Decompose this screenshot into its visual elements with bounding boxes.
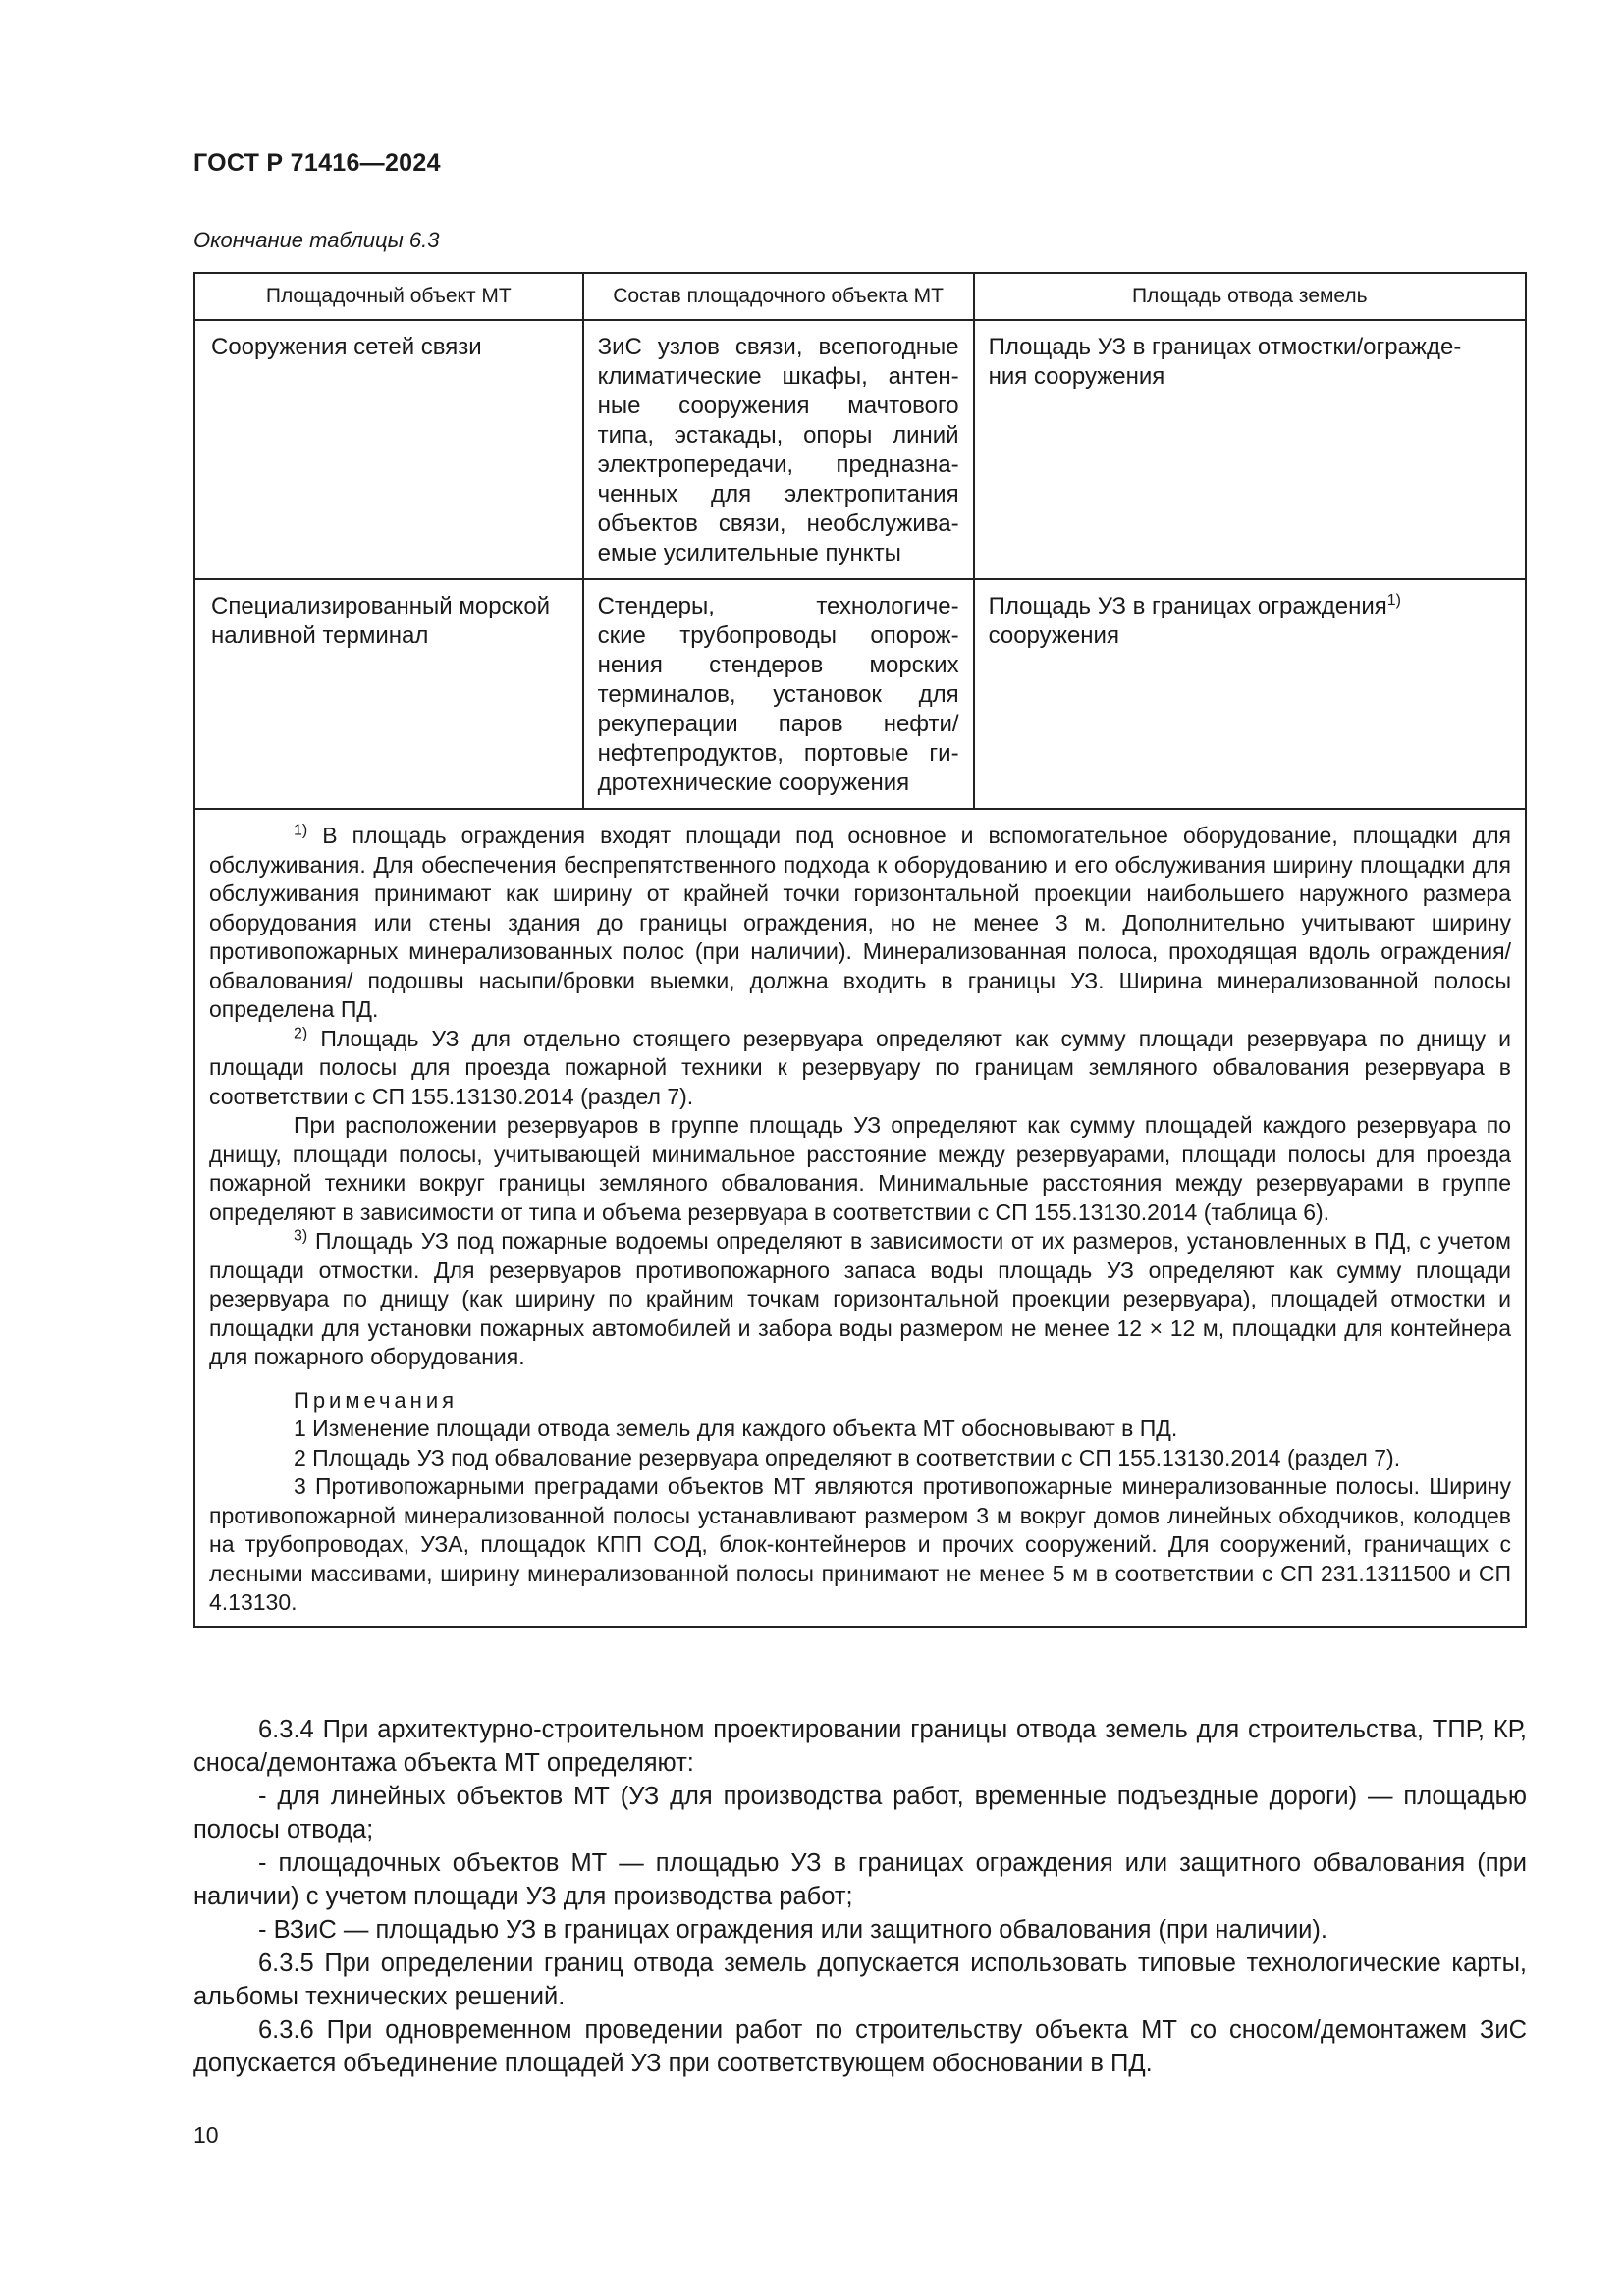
- paragraph: 6.3.5 При определении границ отвода земель допускается использовать типовые технологические карты, альбомы технических решений.: [193, 1949, 1527, 2010]
- col-header-composition: Состав площадочного объекта МТ: [583, 273, 974, 320]
- document-code: ГОСТ Р 71416—2024: [193, 149, 441, 177]
- footnote: $^{2)}$ Площадь УЗ для отдельно стоящего резервуара определяют как сумму площади резервуара по днищу и площади полосы для проезда пожарной техники к резервуару по границам земляного обвалования резервуара в соответствии с СП 155.13130.2014 (раздел 7).: [209, 1024, 1511, 1109]
- cell-composition: Стендеры, технологиче- ские трубопроводы опорож- нения стендеров морских терминалов, установок для рекуперации паров нефти/ нефтепродуктов, портовые ги- дротехнические сооружения: [597, 593, 959, 796]
- note: 1 Изменение площади отвода земель для каждого объекта МТ обосновывают в ПД.: [294, 1415, 1178, 1441]
- cell-object: Специализированный морской наливной терминал: [211, 593, 551, 649]
- table-footnotes-row: [194, 809, 1526, 1627]
- list-item: - площадочных объектов МТ — площадью УЗ в границах ограждения или защитного обвалования (при наличии) с учетом площади УЗ для производства работ;: [193, 1849, 1527, 1910]
- list-item: - для линейных объектов МТ (УЗ для производства работ, временные подъездные дороги) — площадью полосы отвода;: [193, 1783, 1527, 1843]
- cell-area: Площадь УЗ в границах отмостки/огражде- ния сооружения: [988, 334, 1462, 390]
- cell-area: Площадь УЗ в границах ограждения$^{1)}$ сооружения: [988, 592, 1401, 649]
- cell-object: Сооружения сетей связи: [211, 334, 482, 360]
- note: 2 Площадь УЗ под обвалование резервуара определяют в соответствии с СП 155.13130.2014 (раздел 7).: [294, 1444, 1401, 1470]
- footnote: При расположении резервуаров в группе площадь УЗ определяют как сумму площадей каждого резервуара по днищу, площади полосы, учитывающей минимальное расстояние между резервуарами, площади полосы для проезда пожарной техники вокруг границы земляного обвалования. Минимальные расстояния между резервуарами в группе определяют в зависимости от типа и объема резервуара в соответствии с СП 155.13130.2014 (таблица 6).: [209, 1112, 1511, 1225]
- page-number: 10: [193, 2122, 219, 2148]
- body-text: [193, 1713, 1527, 2080]
- table-row: [194, 320, 1526, 579]
- land-allocation-table: [193, 272, 1527, 1628]
- footnote-ref: 1): [1386, 592, 1401, 609]
- col-header-object: Площадочный объект МТ: [194, 273, 583, 320]
- notes-title: Примечания: [294, 1387, 459, 1413]
- footnote: $^{3)}$ Площадь УЗ под пожарные водоемы определяют в зависимости от их размеров, установленных в ПД, с учетом площади отмостки. Для резервуаров противопожарного запаса воды площадь УЗ определяют как сумму площади резервуара по днищу (как ширину по крайним точкам горизонтальной проекции резервуара), площадей отмостки и площадки для установки пожарных автомобилей и забора воды размером не менее 12 × 12 м, площадки для контейнера для пожарного оборудования.: [209, 1227, 1511, 1369]
- footnotes-block: [195, 810, 1525, 1626]
- footnote: $^{1)}$ В площадь ограждения входят площади под основное и вспомогательное оборудование, площадки для обслуживания. Для обеспечения беспрепятственного подхода к оборудованию и его обслуживания ширину площадки для обслуживания принимают как ширину от крайней точки горизонтальной проекции наибольшего наружного размера оборудования или стены здания до границы ограждения, но не менее 3 м. Дополнительно учитывают ширину противопожарных минерализованных полос (при наличии). Минерализованная полоса, проходящая вдоль ограждения/обвалования/ подошвы насыпи/бровки выемки, должна входить в границы УЗ. Ширина минерализованной полосы определена ПД.: [209, 822, 1512, 1022]
- paragraph: 6.3.6 При одновременном проведении работ по строительству объекта МТ со сносом/демонтажем ЗиС допускается объединение площадей УЗ при соответствующем обосновании в ПД.: [193, 2016, 1527, 2077]
- paragraph: 6.3.4 При архитектурно-строительном проектировании границы отвода земель для строительства, ТПР, КР, сноса/демонтажа объекта МТ определяют:: [193, 1716, 1527, 1777]
- list-item: - ВЗиС — площадью УЗ в границах ограждения или защитного обвалования (при наличии).: [258, 1916, 1328, 1944]
- note: 3 Противопожарными преградами объектов МТ являются противопожарные минерализованные полосы. Ширину противопожарной минерализованной полосы устанавливают размером 3 м вокруг домов линейных обходчиков, колодцев на трубопроводах, УЗА, площадок КПП СОД, блок-контейнеров и прочих сооружений. Для сооружений, граничащих с лесными массивами, ширину минерализованной полосы принимают не менее 5 м в соответствии с СП 231.1311500 и СП 4.13130.: [209, 1473, 1511, 1615]
- table-caption: Окончание таблицы 6.3: [193, 228, 440, 252]
- table-header-row: [194, 273, 1526, 320]
- col-header-area: Площадь отвода земель: [974, 273, 1526, 320]
- cell-composition: ЗиС узлов связи, всепогодные климатические шкафы, антен- ные сооружения мачтового типа, эстакады, опоры линий электропередачи, предназна- ченных для электропитания объектов связи, необслужива- емые усилительные пункты: [597, 334, 959, 566]
- table-row: [194, 579, 1526, 809]
